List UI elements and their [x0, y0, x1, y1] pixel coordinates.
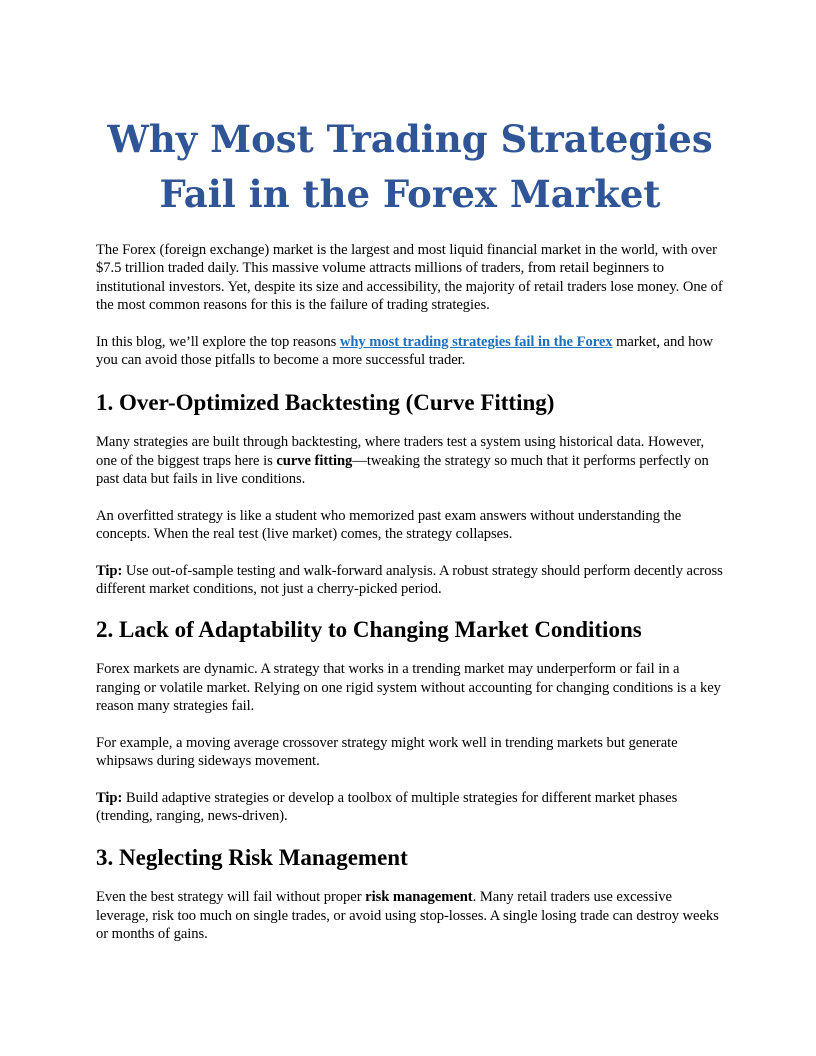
tip-text: Use out-of-sample testing and walk-forward analysis. A robust strategy should perform decently across different market conditions, not just a cherry-picked period.	[96, 562, 723, 598]
section-1-paragraph-1	[96, 433, 724, 488]
section-2-paragraph-2: For example, a moving average crossover strategy might work well in trending markets but generate whipsaws during sideways movement.	[96, 734, 678, 770]
page-title: Why Most Trading Strategies Fail in the Forex Market	[107, 117, 713, 216]
section-heading-1: 1. Over-Optimized Backtesting (Curve Fitting)	[96, 390, 555, 416]
bold-term: curve fitting	[276, 452, 353, 469]
section-heading-2: 2. Lack of Adaptability to Changing Market Conditions	[96, 617, 642, 643]
article-link[interactable]: why most trading strategies fail in the Forex	[339, 333, 613, 350]
intro-text: In this blog, we’ll explore the top reasons	[96, 333, 340, 350]
body-text: Many strategies are built through backtesting, where traders test a system using historical data. However, one of the biggest traps here is	[96, 434, 705, 469]
section-heading-3: 3. Neglecting Risk Management	[96, 845, 408, 871]
body-text: —tweaking the strategy so much that it performs perfectly on past data but fails in live conditions.	[96, 452, 709, 487]
section-3-paragraph-1	[96, 888, 724, 943]
tip-label: Tip:	[96, 789, 123, 806]
section-2-tip	[96, 789, 724, 826]
document-page	[96, 112, 724, 943]
section-1-tip	[96, 562, 724, 599]
tip-label: Tip:	[96, 562, 123, 579]
intro-text: market, and how you can avoid those pitfalls to become a more successful trader.	[96, 333, 714, 368]
tip-text: Build adaptive strategies or develop a toolbox of multiple strategies for different market phases (trending, ranging, news-driven).	[96, 789, 678, 825]
intro-paragraph: The Forex (foreign exchange) market is the largest and most liquid financial market in the world, with over $7.5 trillion traded daily. This massive volume attracts millions of traders, from retail beginners to institutional investors. Yet, despite its size and accessibility, the majority of retail traders lose money. One of the most common reasons for this is the failure of trading strategies.	[96, 242, 723, 313]
section-1-paragraph-2: An overfitted strategy is like a student who memorized past exam answers without understanding the concepts. When the real test (live market) comes, the strategy collapses.	[96, 507, 682, 542]
body-text: Even the best strategy will fail without proper	[96, 889, 366, 906]
intro-paragraph-2	[96, 333, 724, 370]
section-2-paragraph-1: Forex markets are dynamic. A strategy that works in a trending market may underperform or fail in a ranging or volatile market. Relying on one rigid system without accounting for changing conditions is a key reason many strategies fail.	[96, 661, 721, 714]
body-text: . Many retail traders use excessive leverage, risk too much on single trades, or avoid using stop-losses. A single losing trade can destroy weeks or months of gains.	[96, 889, 719, 943]
bold-term: risk management	[365, 889, 473, 906]
